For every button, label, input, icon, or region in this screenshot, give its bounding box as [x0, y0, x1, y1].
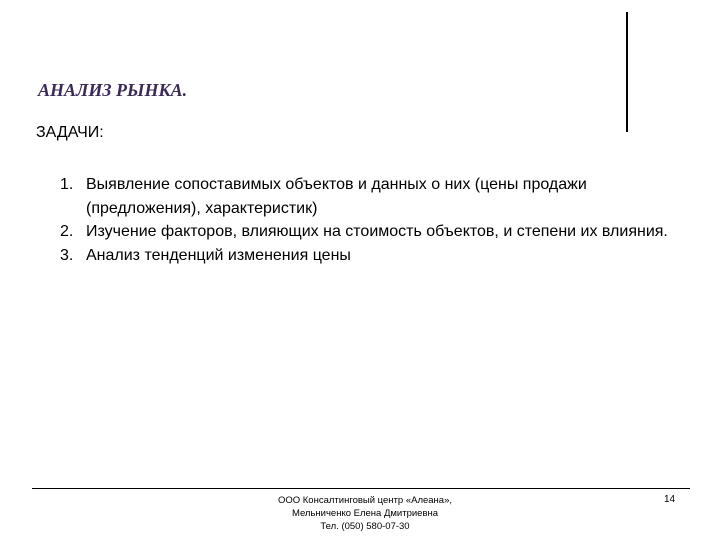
task-number: 2. — [60, 223, 74, 240]
page-number: 14 — [664, 494, 676, 505]
task-list — [60, 173, 680, 267]
task-item — [60, 244, 680, 268]
slide-title: АНАЛИЗ РЫНКА. — [38, 80, 188, 100]
vertical-divider — [626, 12, 628, 132]
task-item — [60, 220, 680, 244]
task-item — [60, 173, 680, 220]
task-text: Выявление сопоставимых объектов и данных о них (цены продажи (предложения), характеристик) — [86, 176, 587, 217]
footer-phone: Тел. (050) 580-07-30 — [320, 521, 410, 532]
tasks-heading: ЗАДАЧИ: — [36, 124, 104, 141]
footer-divider — [32, 488, 690, 489]
footer-author: Мельниченко Елена Дмитриевна — [291, 508, 439, 519]
task-text: Изучение факторов, влияющих на стоимость объектов, и степени их влияния. — [86, 223, 668, 240]
task-text: Анализ тенденций изменения цены — [86, 246, 351, 264]
footer-company: ООО Консалтинговый центр «Алеана», — [277, 495, 453, 506]
task-number: 1. — [60, 176, 74, 193]
footer-contact — [250, 494, 480, 533]
task-number: 3. — [60, 246, 74, 264]
